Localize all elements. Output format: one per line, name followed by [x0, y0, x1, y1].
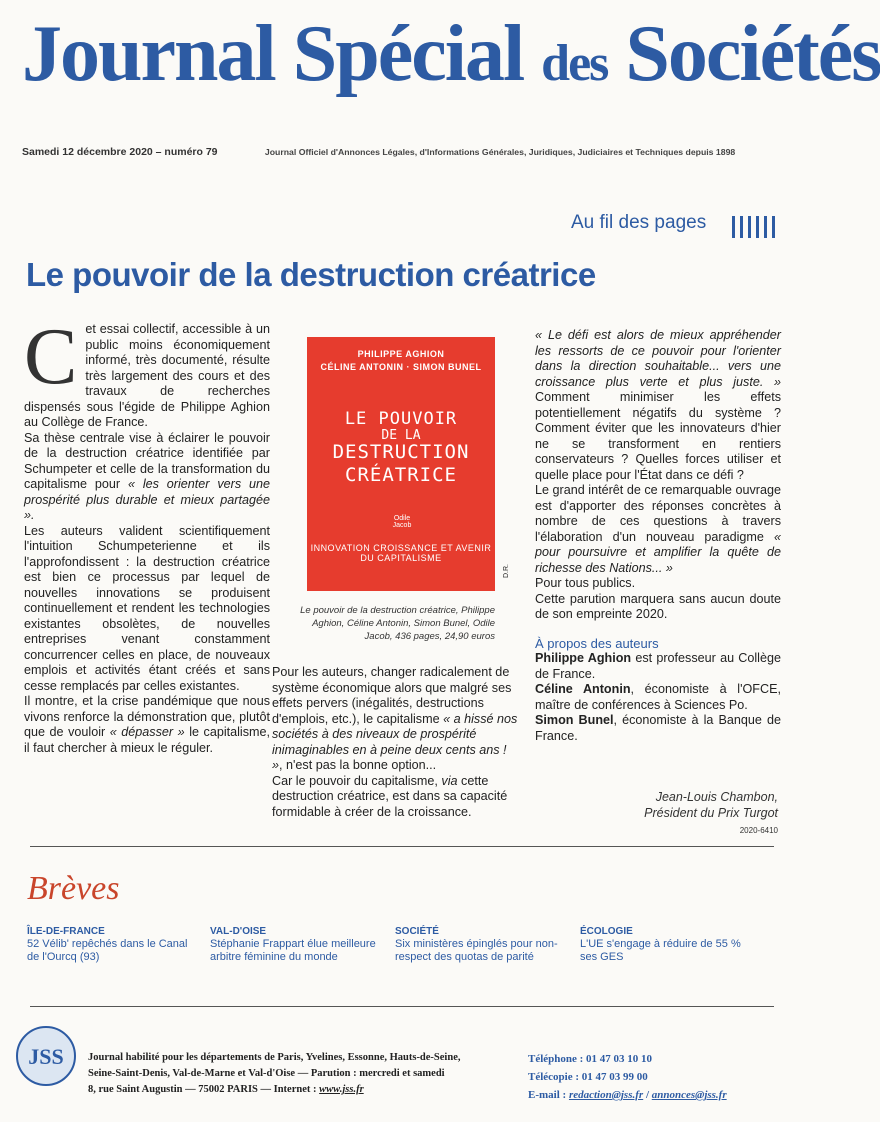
- email-link-annonces[interactable]: annonces@jss.fr: [651, 1089, 727, 1101]
- fax: Télécopie : 01 47 03 99 00: [528, 1071, 648, 1083]
- article-column-3: [535, 328, 781, 744]
- paragraph: Sa thèse centrale vise à éclairer le pouvoir de la destruction créatrice identifiée par Schumpeter et celle de la transformation du capitalisme pour « les orienter vers une prospérité plus durable et mieux partagée ».: [24, 430, 271, 522]
- paragraph: Pour tous publics.: [535, 576, 636, 590]
- breve-text: L'UE s'engage à réduire de 55 % ses GES: [580, 938, 741, 963]
- cover-authors-2: CÉLINE ANTONIN · SIMON BUNEL: [320, 362, 482, 372]
- footer-contact: [528, 1050, 788, 1104]
- divider: [30, 1006, 774, 1007]
- breve-item[interactable]: [580, 925, 750, 964]
- cover-subtitle: INNOVATION CROISSANCE ET AVENIR DU CAPITALISME: [310, 543, 492, 563]
- signature: [560, 789, 778, 821]
- jss-logo: JSS: [16, 1026, 76, 1086]
- cover-title-1: LE POUVOIR: [344, 409, 458, 429]
- website-link[interactable]: www.jss.fr: [319, 1084, 364, 1095]
- title-part-journal: Journal Spécial: [22, 10, 524, 98]
- paragraph: Car le pouvoir du capitalisme, via cette destruction créatrice, est dans sa capacité formidable à créer de la croissance.: [272, 773, 508, 819]
- breve-category: SOCIÉTÉ: [395, 926, 439, 937]
- breves-title: Brèves: [27, 870, 120, 907]
- section-bars-decoration: [732, 216, 775, 238]
- journal-description: Journal Officiel d'Annonces Légales, d'Informations Générales, Juridiques, Judiciaires et Techniques depuis 1898: [264, 147, 736, 157]
- divider: [30, 846, 774, 847]
- footer-line: 8, rue Saint Augustin — 75002 PARIS — Internet : www.jss.fr: [88, 1084, 364, 1095]
- breve-text: 52 Vélib' repêchés dans le Canal de l'Ourcq (93): [27, 938, 188, 963]
- paragraph: et essai collectif, accessible à un public moins économiquement informé, très documenté, résulte très largement des cours et des travaux de recherches dispensés sous l'égide de Philippe Aghion au Collège de France.: [24, 322, 270, 429]
- breve-text: Six ministères épinglés pour non-respect des quotas de parité: [395, 938, 558, 963]
- footer-line: Journal habilité pour les départements de Paris, Yvelines, Essonne, Hauts-de-Seine,: [88, 1052, 461, 1063]
- masthead-subline: [22, 146, 782, 158]
- phone: Téléphone : 01 47 03 10 10: [528, 1053, 653, 1065]
- article-column-2: [272, 665, 520, 820]
- drop-cap: C: [24, 313, 78, 401]
- breve-item[interactable]: [210, 925, 380, 964]
- cover-title-4: CRÉATRICE: [345, 464, 457, 486]
- breve-category: VAL-D'OISE: [210, 926, 267, 937]
- email: E-mail : redaction@jss.fr / annonces@jss.fr: [528, 1089, 727, 1101]
- cover-authors-1: PHILIPPE AGHION: [357, 349, 445, 359]
- cover-publisher: Odile Jacob: [392, 515, 412, 529]
- article-reference: 2020-6410: [739, 826, 778, 835]
- signature-role: Président du Prix Turgot: [644, 806, 778, 820]
- journal-title: [22, 10, 880, 104]
- breve-category: ÎLE-DE-FRANCE: [27, 926, 105, 937]
- article-headline: Le pouvoir de la destruction créatrice: [26, 256, 596, 293]
- book-cover: [307, 337, 495, 591]
- article-column-1: [24, 313, 271, 756]
- breve-category: ÉCOLOGIE: [580, 926, 633, 937]
- section-label: Au fil des pages: [571, 212, 707, 233]
- paragraph: « Le défi est alors de mieux appréhender les ressorts de ce pouvoir pour l'orienter dans la direction souhaitable... vers une croissance plus verte et plus juste. » Comment minimiser les effets potentiellement négatifs du système ? Comment éviter que les innovateurs d'hier ne se transforment en rentiers conservateurs ? Quelles forces utiliser et quelle place pour l'État dans ce défi ?: [535, 328, 781, 482]
- signature-name: Jean-Louis Chambon,: [655, 790, 778, 804]
- breve-item[interactable]: [27, 925, 197, 964]
- author-bio: Céline Antonin, économiste à l'OFCE, maître de conférences à Sciences Po.: [535, 682, 781, 712]
- paragraph: Il montre, et la crise pandémique que nous vivons renforce la démonstration que, plutôt que de vouloir « dépasser » le capitalisme, il faut chercher à mieux le réguler.: [24, 694, 271, 755]
- title-part-des: des: [541, 35, 608, 92]
- paragraph: Pour les auteurs, changer radicalement de système économique alors que malgré ses effets pervers (inégalités, destructions d'emplois, etc.), le capitalisme « a hissé nos sociétés à des niveaux de prospérité inimaginables en à peine deux cents ans ! », n'est pas la bonne option...: [272, 665, 518, 772]
- issue-date: Samedi 12 décembre 2020 – numéro 79: [22, 146, 218, 158]
- breve-text: Stéphanie Frappart élue meilleure arbitre féminine du monde: [210, 938, 376, 963]
- cover-title-2: DE LA: [381, 428, 421, 443]
- footer-line: Seine-Saint-Denis, Val-de-Marne et Val-d'Oise — Parution : mercredi et samedi: [88, 1068, 445, 1079]
- footer-info: [88, 1050, 498, 1098]
- paragraph: Cette parution marquera sans aucun doute de son empreinte 2020.: [535, 591, 781, 621]
- about-authors-title: À propos des auteurs: [535, 635, 659, 651]
- breve-item[interactable]: [395, 925, 565, 964]
- paragraph: Les auteurs valident scientifiquement l'intuition Schumpeterienne et ils l'approfondissent : la destruction créatrice est bien ce processus par lequel de nouvelles innovations se produisent continuellement et rendent les technologies existantes obsolètes, de nouvelles entreprises venant constamment concurrencer celles en place, de nouveaux emplois et activités étant créés et sans cesse remplacés par celles existantes.: [24, 523, 270, 693]
- masthead: [22, 10, 880, 158]
- author-bio: Philippe Aghion est professeur au Collège de France.: [535, 651, 781, 681]
- book-caption: Le pouvoir de la destruction créatrice, Philippe Aghion, Céline Antonin, Simon Bunel, Odile Jacob, 436 pages, 24,90 euros: [300, 605, 495, 642]
- author-bio: Simon Bunel, économiste à la Banque de France.: [535, 713, 781, 743]
- email-link-redaction[interactable]: redaction@jss.fr: [568, 1089, 644, 1101]
- title-part-societes: Sociétés: [625, 10, 880, 98]
- paragraph: Le grand intérêt de ce remarquable ouvrage est d'apporter des réponses concrètes à nombre de ces questions à travers l'élaboration d'un nouveau paradigme « pour poursuivre et amplifier la quête de richesse des Nations... »: [535, 483, 782, 575]
- photo-credit: D.R.: [503, 564, 510, 578]
- cover-title-3: DESTRUCTION: [332, 441, 470, 463]
